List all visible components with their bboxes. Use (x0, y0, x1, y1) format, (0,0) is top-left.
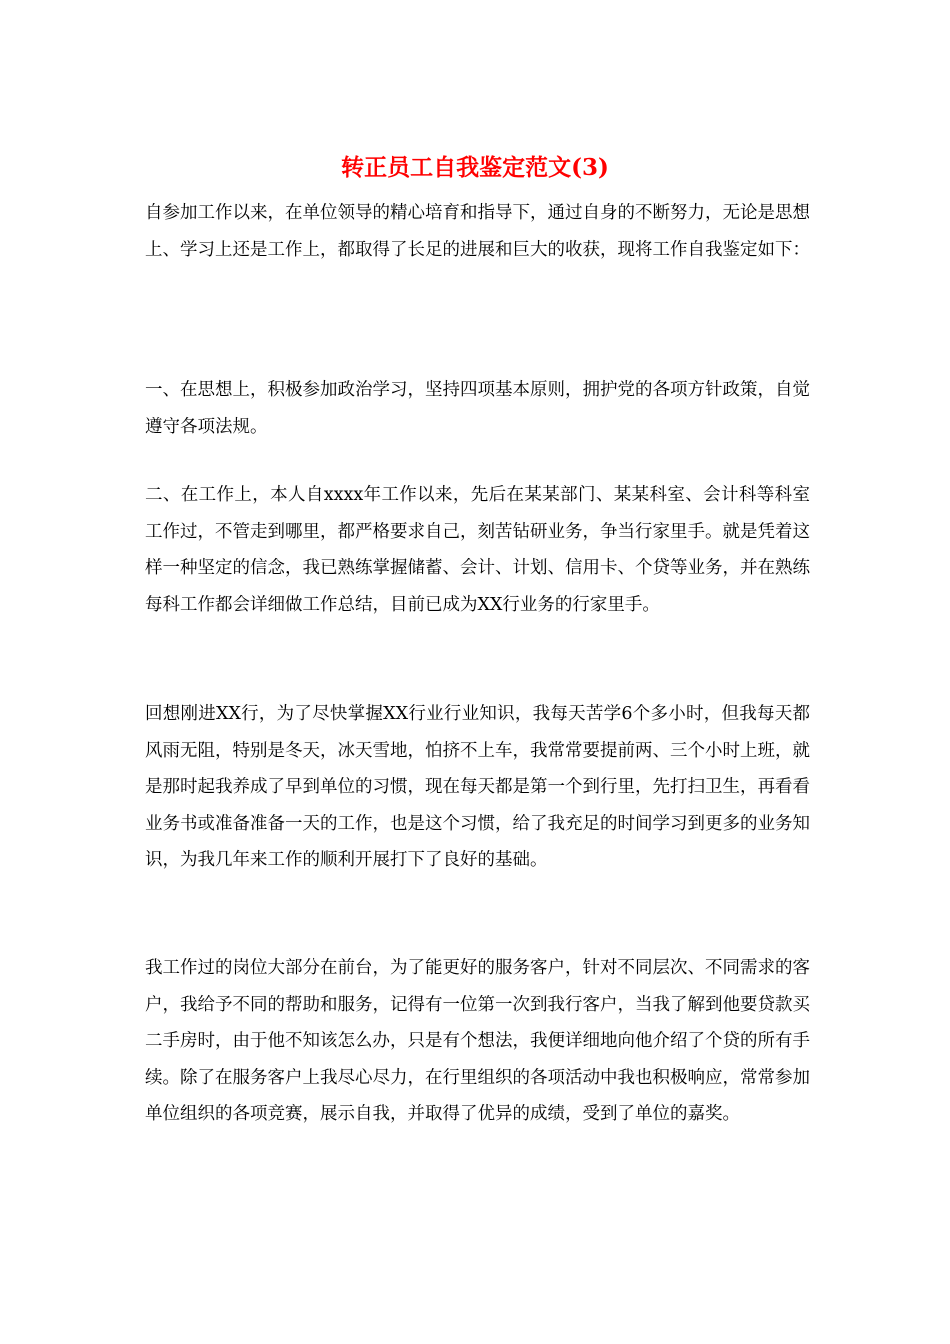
paragraph-recollection: 回想刚进XX行，为了尽快掌握XX行业行业知识，我每天苦学6个多小时，但我每天都风雨无阻，特别是冬天，冰天雪地，怕挤不上车，我常常要提前两、三个小时上班，就是那时起我养成了早到单位的习惯，现在每天都是第一个到行里，先打扫卫生，再看看业务书或准备准备一天的工作，也是这个习惯，给了我充足的时间学习到更多的业务知识，为我几年来工作的顺利开展打下了良好的基础。 (145, 704, 810, 870)
paragraph-work: 二、在工作上，本人自xxxx年工作以来，先后在某某部门、某某科室、会计科等科室工作过，不管走到哪里，都严格要求自己，刻苦钻研业务，争当行家里手。就是凭着这样一种坚定的信念，我已熟练掌握储蓄、会计、计划、信用卡、个贷等业务，并在熟练每科工作都会详细做工作总结，目前已成为XX行业务的行家里手。 (145, 485, 810, 615)
paragraph-intro: 自参加工作以来，在单位领导的精心培育和指导下，通过自身的不断努力，无论是思想上、学习上还是工作上，都取得了长足的进展和巨大的收获，现将工作自我鉴定如下： (145, 203, 810, 260)
document-title: 转正员工自我鉴定范文(3) (341, 154, 609, 181)
paragraph-thought: 一、在思想上，积极参加政治学习，坚持四项基本原则，拥护党的各项方针政策，自觉遵守各项法规。 (145, 380, 810, 437)
paragraph-service: 我工作过的岗位大部分在前台，为了能更好的服务客户，针对不同层次、不同需求的客户，我给予不同的帮助和服务，记得有一位第一次到我行客户，当我了解到他要贷款买二手房时，由于他不知该怎么办，只是有个想法，我便详细地向他介绍了个贷的所有手续。除了在服务客户上我尽心尽力，在行里组织的各项活动中我也积极响应，常常参加单位组织的各项竞赛，展示自我，并取得了优异的成绩，受到了单位的嘉奖。 (145, 958, 810, 1124)
